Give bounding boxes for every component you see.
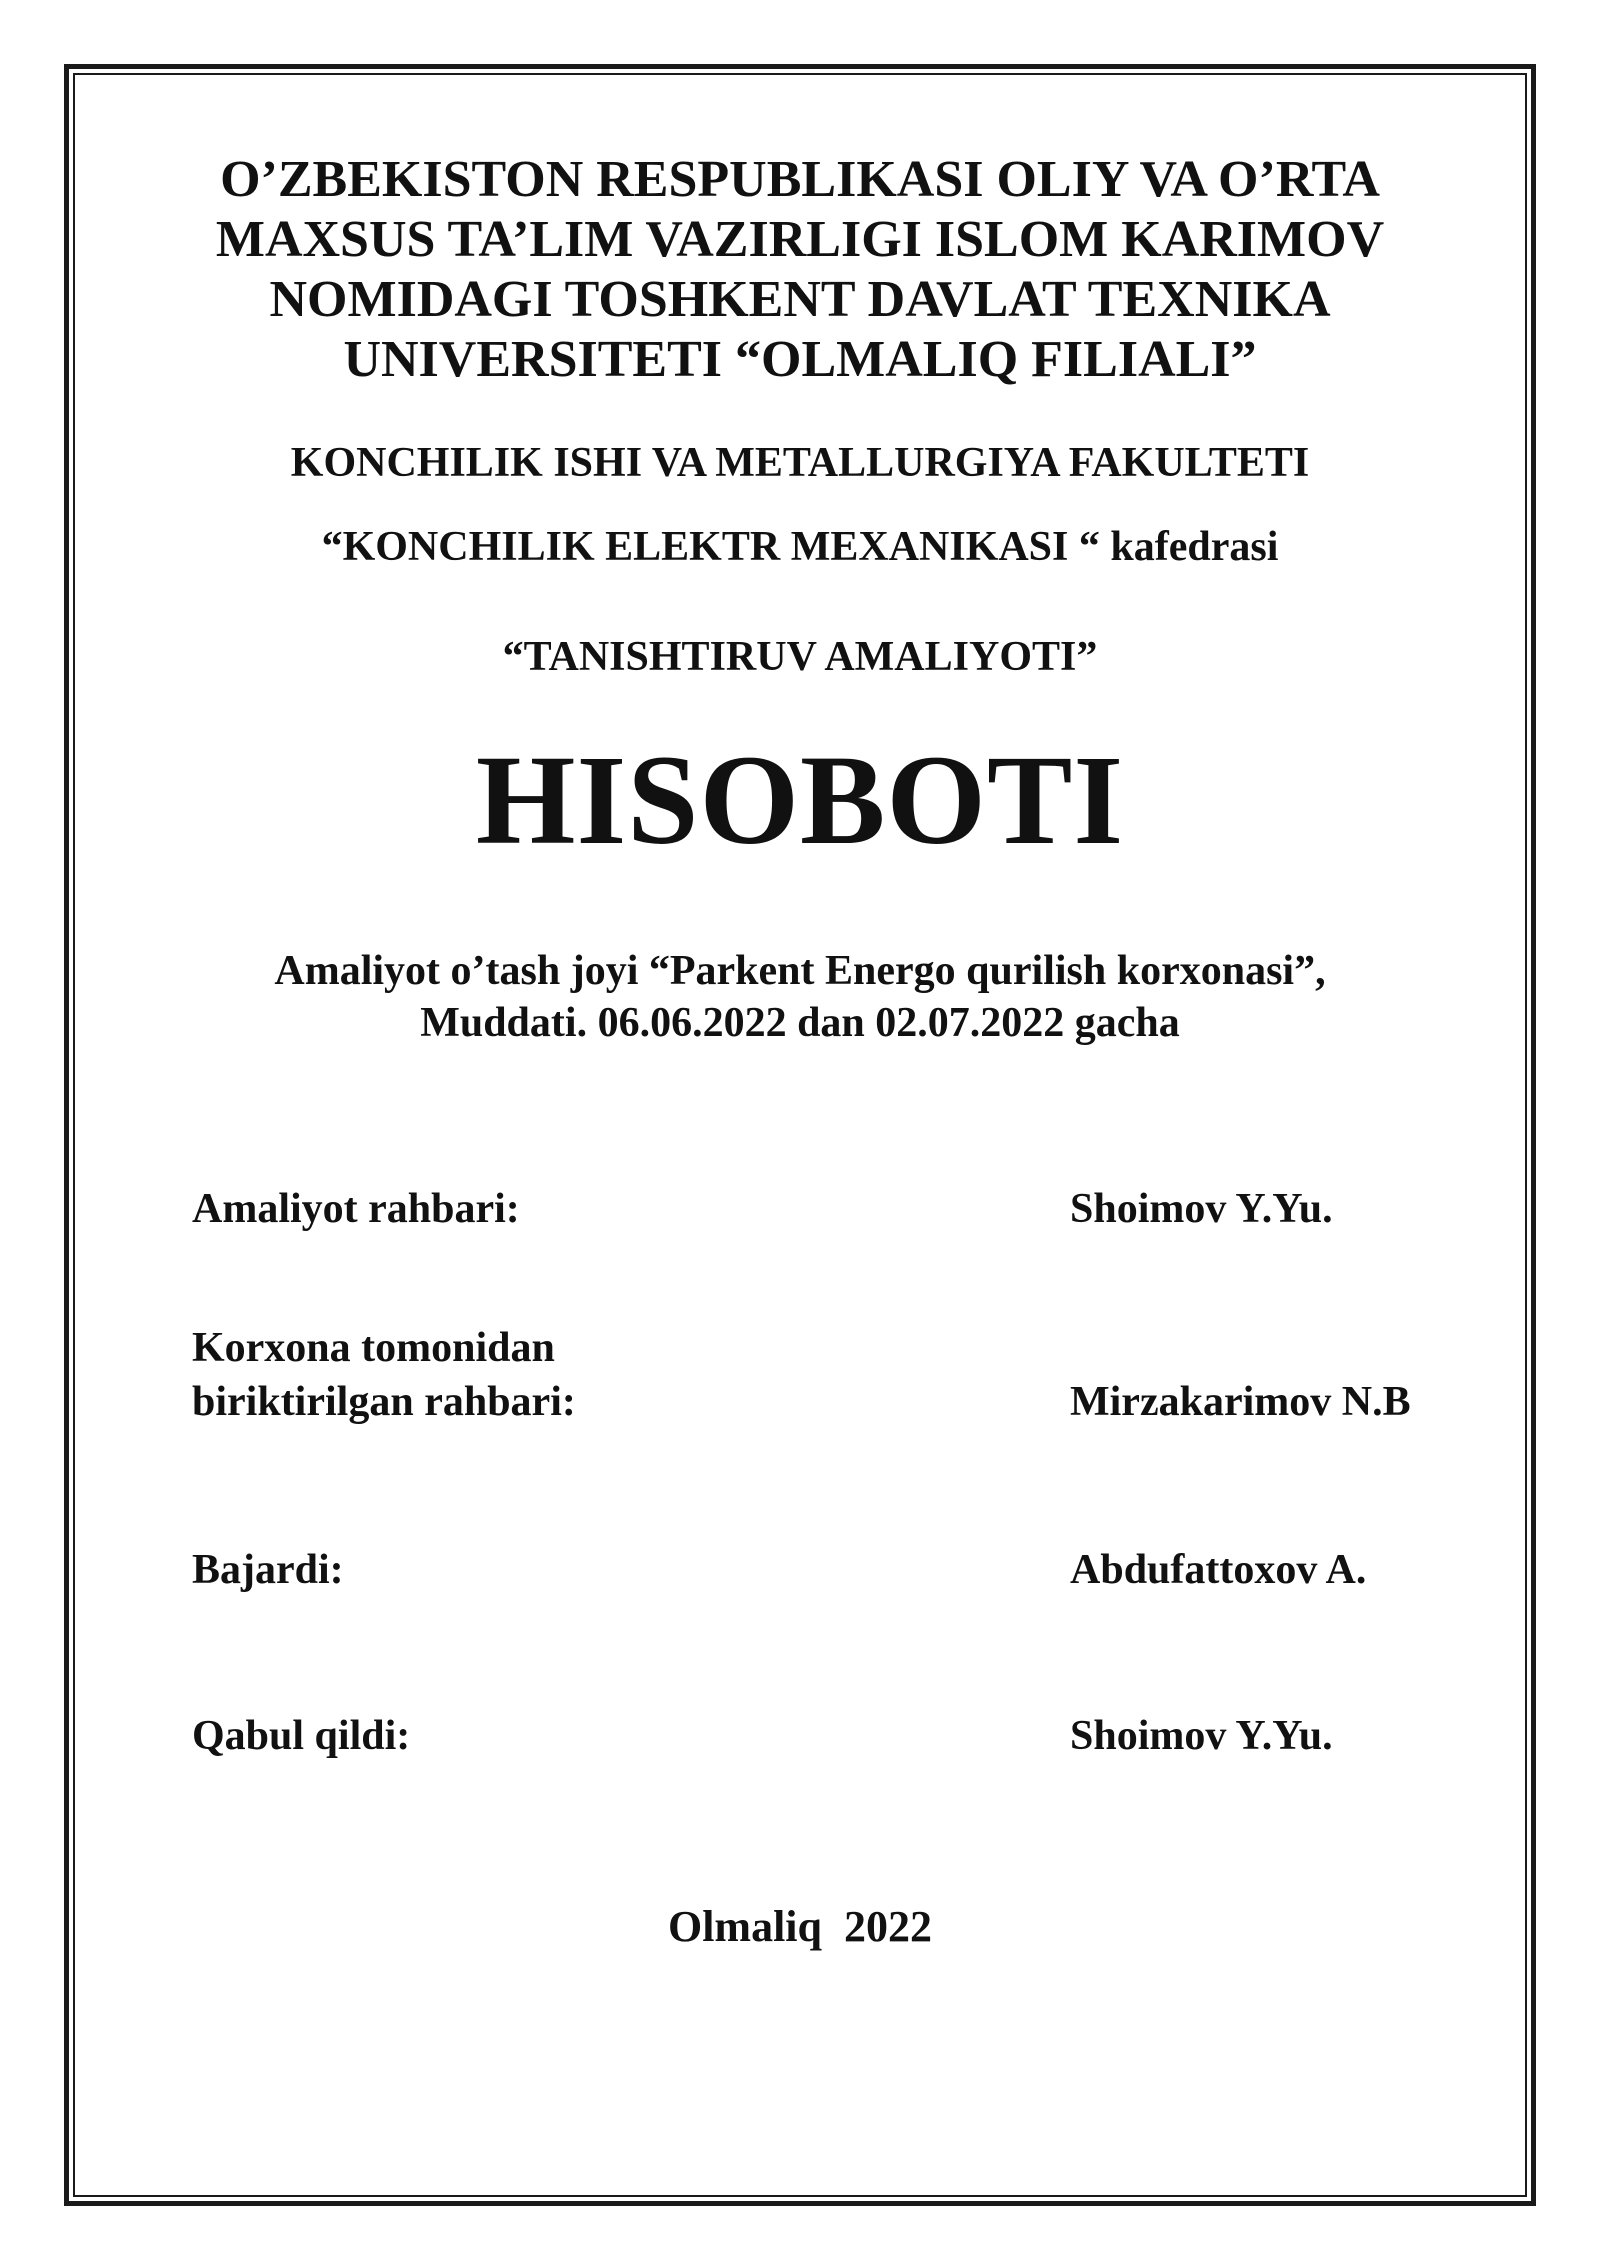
performer-name: Abdufattoxov A. bbox=[1070, 1547, 1367, 1593]
ministry-line: O’ZBEKISTON RESPUBLIKASI OLIY VA O’RTA bbox=[220, 151, 1380, 208]
practice-period: Muddati. 06.06.2022 dan 02.07.2022 gacha bbox=[420, 1000, 1180, 1046]
ministry-heading bbox=[80, 150, 1520, 390]
practice-name: “TANISHTIRUV AMALIYOTI” bbox=[502, 634, 1098, 680]
report-title: HISOBOTI bbox=[475, 729, 1125, 871]
practice-details bbox=[80, 945, 1520, 1049]
faculty-name: KONCHILIK ISHI VA METALLURGIYA FAKULTETI bbox=[290, 440, 1310, 486]
ministry-line: MAXSUS TA’LIM VAZIRLIGI ISLOM KARIMOV bbox=[215, 211, 1385, 268]
ministry-line: NOMIDAGI TOSHKENT DAVLAT TEXNIKA bbox=[269, 271, 1331, 328]
accepted-by-name: Shoimov Y.Yu. bbox=[1070, 1713, 1333, 1759]
company-supervisor-label-line2: biriktirilgan rahbari: bbox=[192, 1379, 576, 1425]
performer-label: Bajardi: bbox=[192, 1547, 344, 1593]
ministry-line: UNIVERSITETI “OLMALIQ FILIALI” bbox=[343, 331, 1257, 388]
supervisor-name: Shoimov Y.Yu. bbox=[1070, 1186, 1333, 1232]
department-name: “KONCHILIK ELEKTR MEXANIKASI “ kafedrasi bbox=[321, 524, 1279, 570]
practice-place: Amaliyot o’tash joyi “Parkent Energo qurilish korxonasi”, bbox=[274, 948, 1326, 994]
page-border-inner bbox=[73, 73, 1527, 2197]
supervisor-label: Amaliyot rahbari: bbox=[192, 1186, 520, 1232]
accepted-by-label: Qabul qildi: bbox=[192, 1713, 411, 1759]
company-supervisor-name: Mirzakarimov N.B bbox=[1070, 1379, 1411, 1425]
place-year: Olmaliq 2022 bbox=[667, 1902, 933, 1951]
company-supervisor-label-line1: Korxona tomonidan bbox=[192, 1325, 555, 1371]
